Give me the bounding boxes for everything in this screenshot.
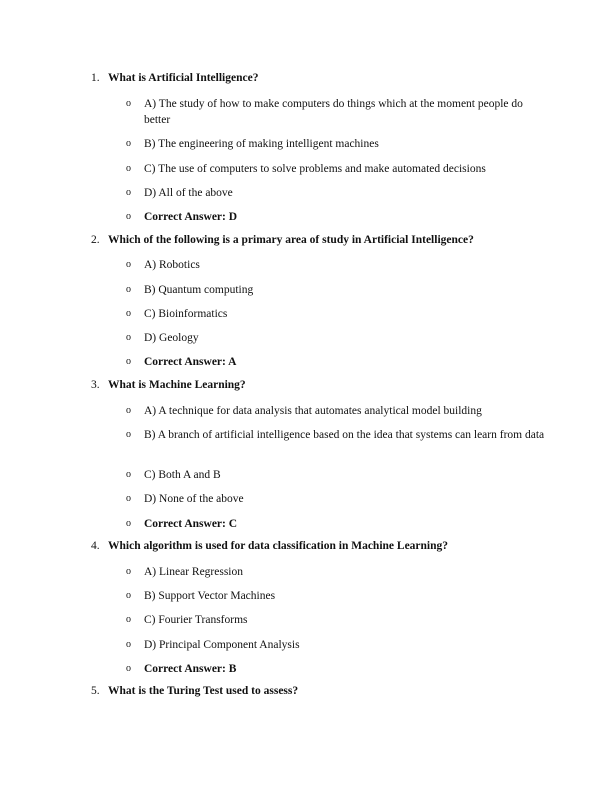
bullet: o bbox=[126, 98, 131, 109]
option-text: C) The use of computers to solve problems and make automated decisions bbox=[144, 163, 486, 175]
option-2b bbox=[126, 282, 546, 298]
bullet: o bbox=[126, 284, 131, 295]
bullet: o bbox=[126, 405, 131, 416]
question-1 bbox=[91, 72, 258, 84]
option-4b bbox=[126, 588, 546, 604]
option-text: A) Robotics bbox=[144, 259, 200, 271]
option-text: B) The engineering of making intelligent machines bbox=[144, 138, 379, 150]
option-text: D) None of the above bbox=[144, 493, 244, 505]
option-1c bbox=[126, 161, 546, 177]
question-number: 2. bbox=[91, 234, 100, 246]
option-1a bbox=[126, 96, 546, 128]
answer-text: Correct Answer: C bbox=[144, 518, 238, 530]
question-text: Which of the following is a primary area of study in Artificial Intelligence? bbox=[108, 234, 474, 246]
bullet: o bbox=[126, 614, 131, 625]
option-text: D) Principal Component Analysis bbox=[144, 639, 300, 651]
option-2d bbox=[126, 330, 546, 346]
bullet: o bbox=[126, 259, 131, 270]
question-text: What is Artificial Intelligence? bbox=[108, 72, 259, 84]
bullet: o bbox=[126, 518, 131, 529]
option-4d bbox=[126, 637, 546, 653]
option-text: D) All of the above bbox=[144, 187, 233, 199]
option-text: C) Both A and B bbox=[144, 469, 221, 481]
bullet: o bbox=[126, 138, 131, 149]
bullet: o bbox=[126, 187, 131, 198]
option-3d bbox=[126, 491, 546, 507]
answer-3 bbox=[126, 516, 546, 532]
answer-4 bbox=[126, 661, 546, 677]
option-text: B) A branch of artificial intelligence based on the idea that systems can learn from data bbox=[144, 429, 545, 441]
bullet: o bbox=[126, 356, 131, 367]
option-2a bbox=[126, 257, 546, 273]
bullet: o bbox=[126, 590, 131, 601]
question-number: 5. bbox=[91, 685, 100, 697]
option-text: B) Support Vector Machines bbox=[144, 590, 276, 602]
answer-text: Correct Answer: A bbox=[144, 356, 237, 368]
bullet: o bbox=[126, 211, 131, 222]
answer-text: Correct Answer: D bbox=[144, 211, 238, 223]
bullet: o bbox=[126, 332, 131, 343]
option-1b bbox=[126, 136, 546, 152]
question-text: Which algorithm is used for data classification in Machine Learning? bbox=[108, 540, 449, 552]
question-number: 3. bbox=[91, 379, 100, 391]
option-3b bbox=[126, 427, 546, 443]
bullet: o bbox=[126, 469, 131, 480]
bullet: o bbox=[126, 163, 131, 174]
bullet: o bbox=[126, 308, 131, 319]
option-text: C) Fourier Transforms bbox=[144, 614, 248, 626]
option-text: A) Linear Regression bbox=[144, 566, 243, 578]
answer-1 bbox=[126, 209, 546, 225]
bullet: o bbox=[126, 639, 131, 650]
answer-text: Correct Answer: B bbox=[144, 663, 237, 675]
option-3a bbox=[126, 403, 546, 419]
option-text: A) The study of how to make computers do things which at the moment people do better bbox=[144, 98, 523, 126]
question-number: 1. bbox=[91, 72, 100, 84]
option-4a bbox=[126, 564, 546, 580]
question-text: What is the Turing Test used to assess? bbox=[108, 685, 299, 697]
option-text: B) Quantum computing bbox=[144, 284, 254, 296]
bullet: o bbox=[126, 663, 131, 674]
question-4 bbox=[91, 540, 448, 552]
answer-2 bbox=[126, 354, 546, 370]
bullet: o bbox=[126, 429, 131, 440]
option-text: D) Geology bbox=[144, 332, 199, 344]
option-text: A) A technique for data analysis that automates analytical model building bbox=[144, 405, 482, 417]
bullet: o bbox=[126, 493, 131, 504]
option-4c bbox=[126, 612, 546, 628]
question-5 bbox=[91, 685, 298, 697]
question-3 bbox=[91, 379, 246, 391]
bullet: o bbox=[126, 566, 131, 577]
question-text: What is Machine Learning? bbox=[108, 379, 246, 391]
option-text: C) Bioinformatics bbox=[144, 308, 228, 320]
option-2c bbox=[126, 306, 546, 322]
option-3c bbox=[126, 467, 546, 483]
question-2 bbox=[91, 234, 474, 246]
question-number: 4. bbox=[91, 540, 100, 552]
option-1d bbox=[126, 185, 546, 201]
